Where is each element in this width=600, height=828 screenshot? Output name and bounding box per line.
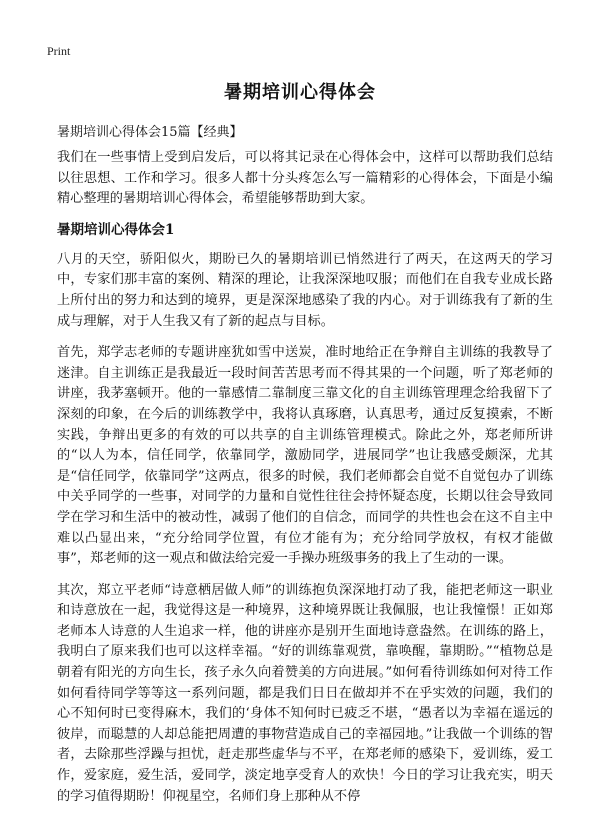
body-paragraph-2: 首先，郑学志老师的专题讲座犹如雪中送炭，准时地给正在争辩自主训练的我教导了迷津。自主训练正是我最近一段时间苦苦思考而不得其果的一个问题，听了郑老师的讲座，我茅塞顿开。他的一靠感情二靠制度三靠文化的自主训练管理理念给我留下了深刻的印象，在今后的训练教学中，我将认真琢磨，认真思考，通过反复摸索，不断实践，争辩出更多的有效的可以共享的自主训练管理模式。除此之外，郑老师所讲的“以人为本，信任同学，依靠同学，激励同学，进展同学”也让我感受颇深，尤其是“信任同学，依靠同学”这两点，很多的时候，我们老师都会自觉不自觉包办了训练中关乎同学的一些事，对同学的力量和自觉性往往会持怀疑态度，长期以往会导致同学在学习和生活中的被动性，减弱了他们的自信念，而同学的共性也会在这不自主中难以凸显出来，“充分给同学位置，有位才能有为；充分给同学放权，有权才能做事”，郑老师的这一观点和做法给完爱一手操办班级事务的我上了生动的一课。 xyxy=(57,345,553,567)
section-heading: 暑期培训心得体会1 xyxy=(57,221,175,238)
page-title: 暑期培训心得体会 xyxy=(224,82,376,103)
print-link[interactable]: Print xyxy=(47,44,71,58)
document-body xyxy=(57,148,553,818)
document-subtitle: 暑期培训心得体会15篇【经典】 xyxy=(57,125,243,140)
intro-paragraph: 我们在一些事情上受到启发后，可以将其记录在心得体会中，这样可以帮助我们总结以往思想、工作和学习。很多人都十分头疼怎么写一篇精彩的心得体会，下面是小编精心整理的暑期培训心得体会，希望能够帮助到大家。 xyxy=(57,150,553,207)
body-paragraph-1: 八月的天空，骄阳似火，期盼已久的暑期培训已悄然进行了两天，在这两天的学习中，专家们那丰富的案例、精深的理论，让我深深地叹服；而他们在自我专业成长路上所付出的努力和达到的境界，更是深深地感染了我的内心。对于训练我有了新的生成与理解，对于人生我又有了新的起点与目标。 xyxy=(57,251,553,329)
body-paragraph-3: 其次，郑立平老师“诗意栖居做人师”的训练抱负深深地打动了我，能把老师这一职业和诗意放在一起，我觉得这是一种境界，这种境界既让我佩服，也让我憧憬！正如郑老师本人诗意的人生追求一样，他的讲座亦是别开生面地诗意盎然。在训练的路上，我明白了原来我们也可以这样幸福。“好的训练靠观赏，靠唤醒，靠期盼。”“植物总是朝着有阳光的方向生长，孩子永久向着赞美的方向进展。”如何看待训练如何对待工作如何看待同学等等这一系列问题，都是我们日日在做却并不在乎实效的问题，我们的心不知何时已变得麻木，我们的‘身体不知何时已疲乏不堪，“愚者以为幸福在遥远的彼岸，而聪慧的人却总能把周遭的事物营造成自己的幸福园地。”让我做一个训练的智者，去除那些浮躁与担忧，赶走那些虚华与不平，在郑老师的感染下，爱训练，爱工作，爱家庭，爱生活，爱同学，淡定地享受育人的欢快！今日的学习让我充实，明天的学习值得期盼！仰视星空，名师们身上那种从不停 xyxy=(57,582,553,804)
